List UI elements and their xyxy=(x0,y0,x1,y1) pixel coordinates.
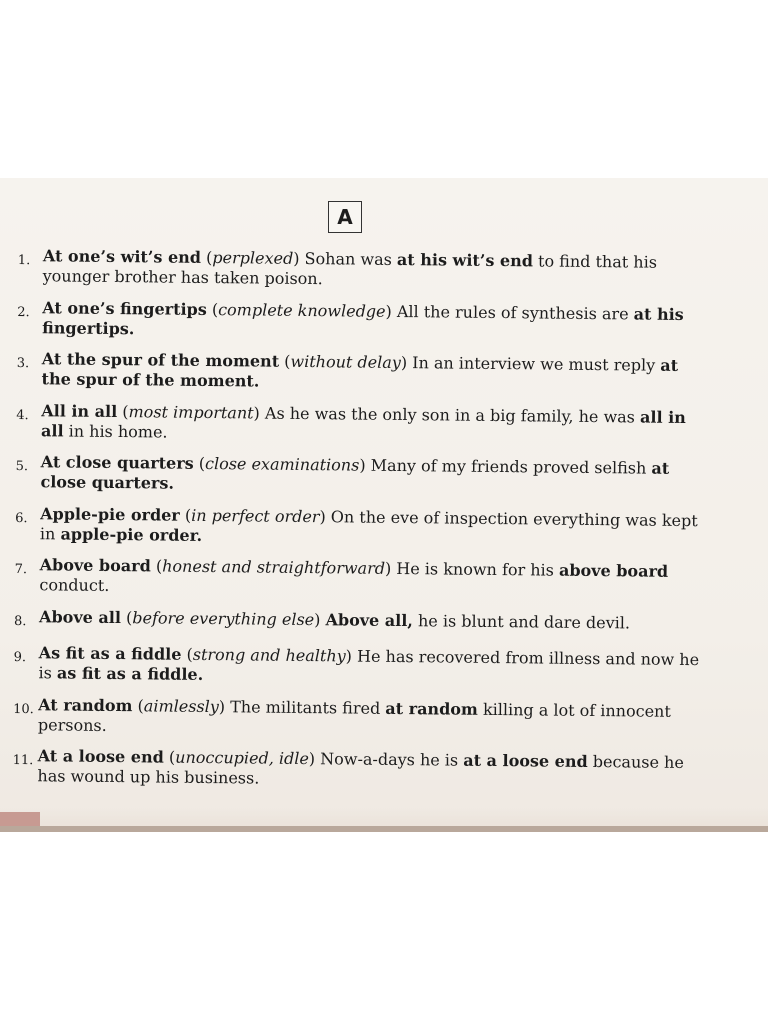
idiom-item xyxy=(15,503,705,550)
sentence-part-1: He has recovered from illness and now he is xyxy=(38,646,700,683)
idiom-meaning: close examinations xyxy=(204,453,360,475)
sentence-bold-1: at close quarters. xyxy=(40,458,670,493)
idiom-phrase: Apple-pie order xyxy=(40,503,180,525)
idiom-phrase: Above board xyxy=(39,555,151,576)
idiom-meaning: honest and straightforward xyxy=(162,556,386,578)
item-body xyxy=(42,298,707,345)
item-body xyxy=(41,401,706,448)
sentence-part-1: On the eve of inspection everything was kept in xyxy=(39,506,698,543)
item-number: 3. xyxy=(16,355,30,372)
idiom-meaning: most important xyxy=(128,401,254,422)
idiom-phrase: At one’s fingertips xyxy=(42,297,207,319)
gloss-wrapper: (aimlessly) xyxy=(137,695,226,716)
item-body xyxy=(43,246,708,293)
idiom-phrase: At random xyxy=(38,694,133,715)
item-body xyxy=(38,643,703,690)
item-body xyxy=(40,452,705,499)
item-number: 10. xyxy=(13,701,34,717)
item-number: 6. xyxy=(15,510,28,526)
gloss-wrapper: (honest and straightforward) xyxy=(155,556,392,578)
idiom-item xyxy=(14,606,704,638)
sentence-part-1: Now-a-days he is xyxy=(320,749,459,770)
idiom-phrase: At a loose end xyxy=(37,746,164,767)
gloss-wrapper: (unoccupied, idle) xyxy=(168,747,316,769)
sentence-part-1: In an interview we must reply xyxy=(412,353,656,375)
idiom-meaning: perplexed xyxy=(212,248,294,268)
sentence-bold-1: all in all xyxy=(40,407,686,440)
sentence-bold-1: at a loose end xyxy=(463,750,588,771)
idiom-item xyxy=(15,452,705,499)
book-page xyxy=(0,178,768,830)
sentence-part-2: conduct. xyxy=(39,575,110,595)
sentence-part-2: in his home. xyxy=(68,421,168,442)
sentence-part-1: He is known for his xyxy=(396,558,555,580)
item-number: 4. xyxy=(16,407,29,423)
sentence-bold-1: at his wit’s end xyxy=(396,249,534,271)
item-number: 2. xyxy=(17,304,30,320)
idiom-meaning: in perfect order xyxy=(191,505,320,526)
item-body xyxy=(40,504,705,551)
gloss-wrapper: (perplexed) xyxy=(206,247,300,268)
idiom-item xyxy=(14,555,704,602)
sentence-bold-1: at the spur of the moment. xyxy=(41,355,679,391)
idiom-phrase: All in all xyxy=(41,400,118,421)
sentence-part-2: he is blunt and dare devil. xyxy=(417,610,631,632)
gloss-wrapper: (in perfect order) xyxy=(184,505,326,526)
sentence-part-1: Many of my friends proved selfish xyxy=(370,455,647,478)
idiom-item xyxy=(18,246,708,293)
page-edge xyxy=(0,826,768,832)
idiom-meaning: complete knowledge xyxy=(218,299,386,321)
sentence-part-2: because he has wound up his business. xyxy=(37,752,684,788)
item-number: 1. xyxy=(17,252,31,269)
item-number: 5. xyxy=(15,458,29,475)
idiom-phrase: As fit as a fiddle xyxy=(38,643,182,664)
gloss-wrapper: (complete knowledge) xyxy=(211,299,392,321)
gloss-wrapper: (strong and healthy) xyxy=(186,644,353,666)
item-number: 8. xyxy=(13,613,27,629)
sentence-bold-1: apple-pie order. xyxy=(60,523,203,545)
gloss-wrapper: (before everything else) xyxy=(125,607,321,629)
idiom-list xyxy=(12,246,708,805)
sentence-bold-1: as fit as a fiddle. xyxy=(56,663,204,684)
idiom-item xyxy=(17,297,707,344)
item-number: 7. xyxy=(14,561,28,578)
idiom-item xyxy=(13,694,703,741)
sentence-part-1: All the rules of synthesis are xyxy=(396,301,629,323)
gloss-wrapper: (most important) xyxy=(122,401,260,423)
sentence-part-1: Sohan was xyxy=(304,249,392,269)
sentence-bold-1: above board xyxy=(558,560,669,581)
item-body xyxy=(39,607,704,639)
idiom-meaning: without delay xyxy=(290,351,401,373)
idiom-phrase: At one’s wit’s end xyxy=(42,246,202,267)
item-number: 9. xyxy=(13,649,27,666)
idiom-meaning: before everything else xyxy=(132,607,315,629)
sentence-bold-1: at random xyxy=(385,698,479,719)
gloss-wrapper: (without delay) xyxy=(284,351,408,373)
idiom-item xyxy=(13,643,703,690)
idiom-phrase: Above all xyxy=(39,606,122,627)
section-label: A xyxy=(328,201,362,233)
idiom-phrase: At close quarters xyxy=(40,452,194,473)
item-body xyxy=(38,695,703,742)
idiom-meaning: aimlessly xyxy=(143,695,219,716)
sentence-part-1: As he was the only son in a big family, he was xyxy=(264,403,636,426)
idiom-item xyxy=(17,349,707,396)
item-body xyxy=(39,555,704,602)
sentence-bold-1: at his fingertips. xyxy=(42,303,684,338)
sentence-part-2: killing a lot of innocent persons. xyxy=(37,699,671,735)
sentence-bold-1: Above all, xyxy=(325,609,414,630)
item-number: 11. xyxy=(12,752,34,769)
idiom-item xyxy=(16,400,706,447)
idiom-meaning: strong and healthy xyxy=(192,644,346,666)
sentence-part-2: to find that his younger brother has taken poison. xyxy=(42,251,658,289)
item-body xyxy=(37,746,702,793)
gloss-wrapper: (close examinations) xyxy=(198,453,366,475)
item-body xyxy=(42,349,707,396)
idiom-item xyxy=(12,746,702,793)
sentence-part-1: The militants fired xyxy=(230,696,381,718)
idiom-phrase: At the spur of the moment xyxy=(41,349,280,371)
idiom-meaning: unoccupied, idle xyxy=(175,747,309,769)
